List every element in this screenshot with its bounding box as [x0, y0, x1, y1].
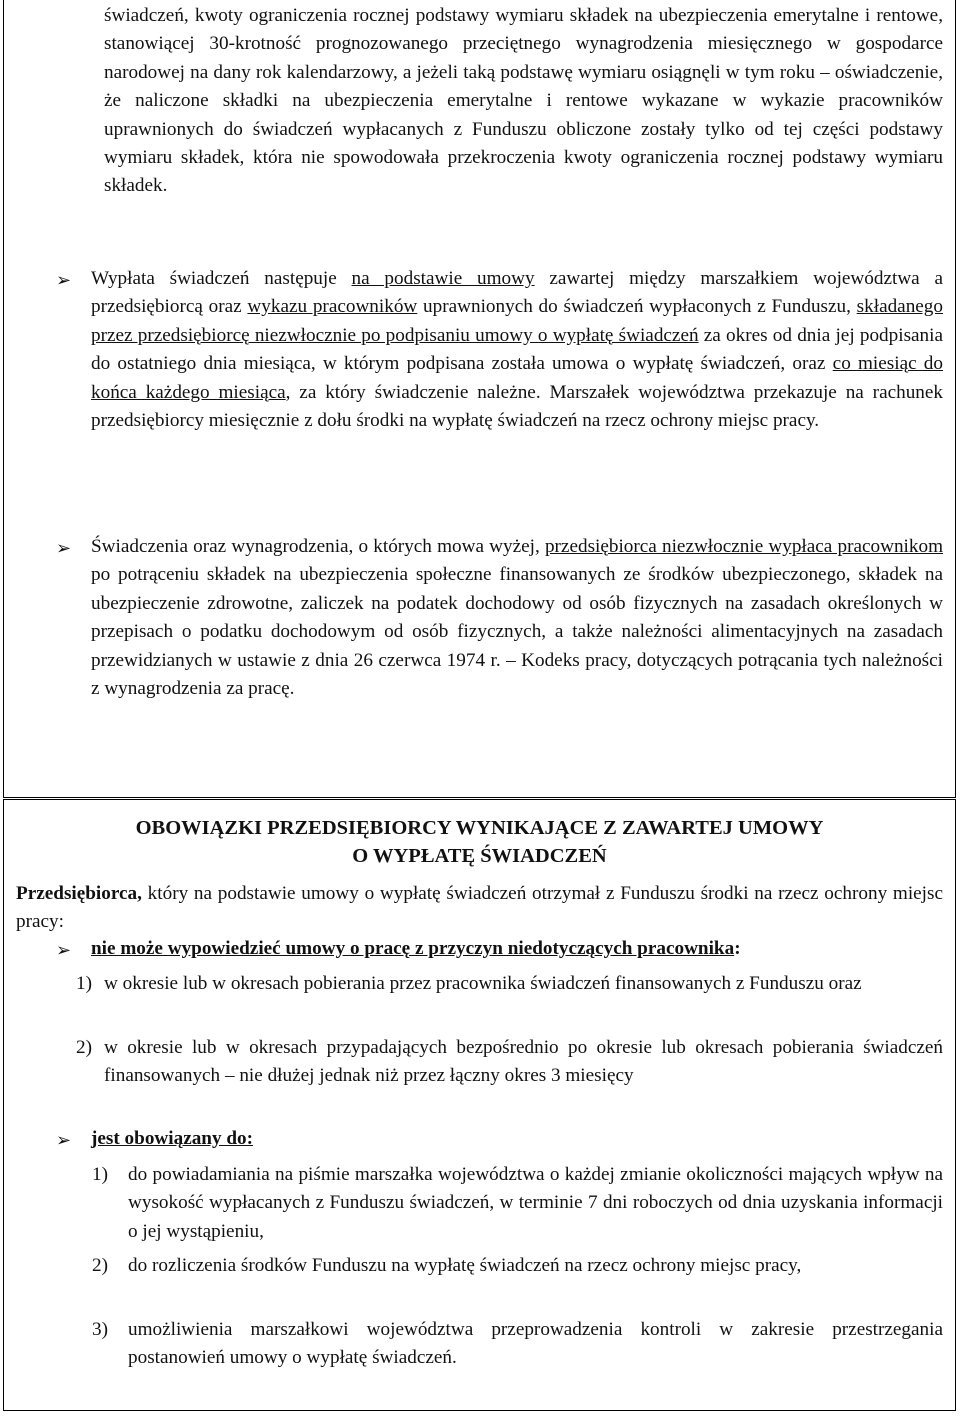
- list1-item-1-text: w okresie lub w okresach pobierania przez pracownika świadczeń finansowanych z Funduszu oraz: [104, 973, 862, 994]
- arrow-bullet-icon: ➢: [56, 538, 72, 558]
- list2-item-2-text: do rozliczenia środków Funduszu na wypłatę świadczeń na rzecz ochrony miejsc pracy,: [128, 1255, 802, 1276]
- list2-item-3-number: 3): [92, 1319, 108, 1340]
- list2-item-1-number: 1): [92, 1164, 108, 1185]
- list1-item-2-number: 2): [76, 1037, 92, 1058]
- list2-item-3-text: umożliwienia marszałkowi województwa przeprowadzenia kontroli w zakresie przestrzegania postanowień umowy o wypłatę świadczeń.: [128, 1319, 943, 1369]
- payment-basis-paragraph: Wypłata świadczeń następuje na podstawie umowy zawartej między marszałkiem województwa a przedsiębiorcą oraz wykazu pracowników uprawnionych do świadczeń wypłaconych z Funduszu, składanego przez przedsiębiorcę niezwłocznie po podpisaniu umowy o wypłatę świadczeń za okres od dnia jej podpisania do ostatniego dnia miesiąca, w którym podpisana została umowa o wypłatę świadczeń, oraz co miesiąc do końca każdego miesiąca, za który świadczenie należne. Marszałek województwa przekazuje na rachunek przedsiębiorcy miesięcznie z dołu środki na wypłatę świadczeń na rzecz ochrony miejsc pracy.: [91, 268, 943, 432]
- section-box-payments: [3, 0, 956, 798]
- obligations-intro: Przedsiębiorca, który na podstawie umowy o wypłatę świadczeń otrzymał z Funduszu środki na rzecz ochrony miejsc pracy:: [16, 883, 943, 933]
- list1-item-1-number: 1): [76, 973, 92, 994]
- arrow-bullet-icon: ➢: [56, 940, 72, 960]
- obligated-to-label: jest obowiązany do:: [91, 1128, 254, 1149]
- no-dismissal-label: nie może wypowiedzieć umowy o pracę z przyczyn niedotyczących pracownika:: [91, 938, 741, 959]
- obligations-heading-line1: OBOWIĄZKI PRZEDSIĘBIORCY WYNIKAJĄCE Z ZAWARTEJ UMOWY: [135, 817, 824, 839]
- obligations-heading-line2: O WYPŁATĘ ŚWIADCZEŃ: [352, 845, 607, 867]
- arrow-bullet-icon: ➢: [56, 270, 72, 290]
- list2-item-1-text: do powiadamiania na piśmie marszałka województwa o każdej zmianie okoliczności mających wpływ na wysokość wypłacanych z Funduszu świadczeń, w terminie 7 dni roboczych od dnia uzyskania informacji o jej wystąpieniu,: [128, 1164, 943, 1242]
- list2-item-2-number: 2): [92, 1255, 108, 1276]
- wages-payment-paragraph: Świadczenia oraz wynagrodzenia, o których mowa wyżej, przedsiębiorca niezwłocznie wypłaca pracownikom po potrąceniu składek na ubezpieczenia społeczne finansowanych ze środków ubezpieczonego, składek na ubezpieczenie zdrowotne, zaliczek na podatek dochodowy od osób fizycznych na zasadach określonych w przepisach o podatku dochodowym od osób fizycznych, a także należności alimentacyjnych na zasadach przewidzianych w ustawie z dnia 26 czerwca 1974 r. – Kodeks pracy, dotyczących potrącania tych należności z wynagrodzenia za pracę.: [91, 536, 943, 700]
- continuation-paragraph: świadczeń, kwoty ograniczenia rocznej podstawy wymiaru składek na ubezpieczenia emerytalne i rentowe, stanowiącej 30-krotność prognozowanego przeciętnego wynagrodzenia miesięcznego w gospodarce narodowej na dany rok kalendarzowy, a jeżeli taką podstawę wymiaru osiągnęli w tym roku – oświadczenie, że naliczone składki na ubezpieczenia emerytalne i rentowe wykazane w wykazie pracowników uprawnionych do świadczeń wypłacanych z Funduszu obliczone zostały tylko od tej części podstawy wymiaru składek, która nie spowodowała przekroczenia kwoty ograniczenia rocznej podstawy wymiaru składek.: [104, 5, 943, 197]
- arrow-bullet-icon: ➢: [56, 1130, 72, 1150]
- section-box-obligations: [3, 799, 956, 1411]
- list1-item-2-text: w okresie lub w okresach przypadających bezpośrednio po okresie lub okresach pobierania świadczeń finansowanych – nie dłużej jednak niż przez łączny okres 3 miesięcy: [104, 1037, 943, 1087]
- document-page: [3, 0, 956, 1411]
